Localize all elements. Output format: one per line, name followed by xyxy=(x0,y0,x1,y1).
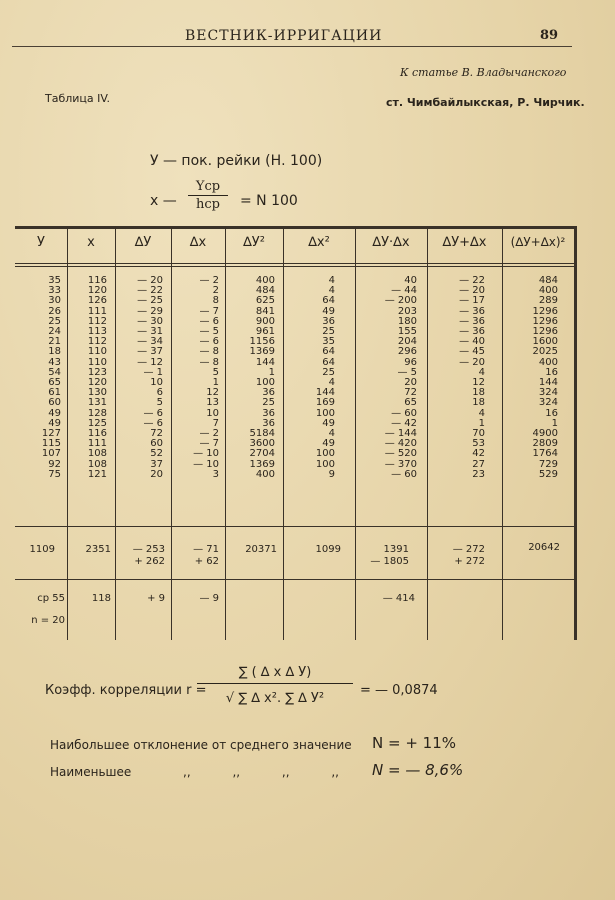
max-deviation-label: Наибольшее отклонение от среднего значение xyxy=(50,738,352,752)
table-cell: 1 xyxy=(212,377,219,389)
table-cell: 400 xyxy=(538,285,558,297)
table-cell: 25 xyxy=(322,326,335,338)
table-cell: 36 xyxy=(262,387,275,399)
average-dy: + 9 xyxy=(147,593,165,604)
total-dy-plus-dx-negative: — 272 xyxy=(452,544,485,555)
table-cell: 100 xyxy=(255,377,275,389)
table-cell: 100 xyxy=(315,407,335,419)
table-cell: 961 xyxy=(255,326,275,338)
total-dx2: 1099 xyxy=(315,544,341,555)
table-cell: 1 xyxy=(268,366,275,378)
table-cell: 112 xyxy=(87,315,107,327)
table-cell: — 17 xyxy=(459,295,485,307)
table-cell: 27 xyxy=(472,458,485,470)
table-cell: 400 xyxy=(538,356,558,368)
table-cell: 204 xyxy=(397,336,417,348)
table-cell: 3 xyxy=(212,468,219,480)
table-cell: 4 xyxy=(328,275,335,286)
table-cell: 400 xyxy=(255,275,275,286)
data-table xyxy=(15,226,577,640)
table-cell: — 7 xyxy=(199,438,219,450)
table-cell: 64 xyxy=(322,346,335,358)
col-header-dx2: ∆х² xyxy=(308,235,330,250)
table-cell: 5 xyxy=(156,397,163,409)
table-cell: 25 xyxy=(262,397,275,409)
table-cell: 25 xyxy=(322,366,335,378)
table-cell: 2 xyxy=(212,285,219,297)
table-cell: 900 xyxy=(255,315,275,327)
table-cell: 33 xyxy=(48,285,61,297)
table-cell: — 40 xyxy=(459,336,485,348)
table-cell: — 30 xyxy=(137,315,163,327)
table-cell: — 29 xyxy=(137,305,163,317)
table-cell: — 2 xyxy=(199,275,219,286)
table-cell: 49 xyxy=(322,305,335,317)
table-cell: 296 xyxy=(397,346,417,358)
table-cell: 131 xyxy=(87,397,107,409)
table-cell: 18 xyxy=(472,387,485,399)
table-cell: 12 xyxy=(472,377,485,389)
table-cell: 169 xyxy=(315,397,335,409)
total-dy-negative: — 253 xyxy=(132,544,165,555)
table-cell: 13 xyxy=(206,397,219,409)
table-cell: 35 xyxy=(322,336,335,348)
table-cell: — 10 xyxy=(193,448,219,460)
table-cell: 20 xyxy=(150,468,163,480)
table-cell: — 60 xyxy=(391,407,417,419)
table-cell: — 12 xyxy=(137,356,163,368)
fraction-denominator: hср xyxy=(196,197,220,212)
table-cell: — 6 xyxy=(199,336,219,348)
table-label: Таблица IV. xyxy=(45,92,110,105)
table-cell: 21 xyxy=(48,336,61,348)
table-cell: 4 xyxy=(478,407,485,419)
table-cell: — 31 xyxy=(137,326,163,338)
table-cell: 2704 xyxy=(249,448,275,460)
table-cell: — 25 xyxy=(137,295,163,307)
table-cell: 12 xyxy=(206,387,219,399)
article-byline: К статье В. Владычанского xyxy=(400,66,567,79)
table-cell: 96 xyxy=(404,356,417,368)
table-cell: 110 xyxy=(87,356,107,368)
table-cell: 100 xyxy=(315,448,335,460)
averages-divider xyxy=(15,579,575,580)
table-cell: — 520 xyxy=(384,448,417,460)
table-cell: 60 xyxy=(150,438,163,450)
table-cell: 1369 xyxy=(249,346,275,358)
table-cell: 18 xyxy=(472,397,485,409)
total-dy-positive: + 262 xyxy=(134,556,165,567)
correlation-value: = — 0,0874 xyxy=(360,683,438,698)
table-cell: — 37 xyxy=(137,346,163,358)
table-cell: 49 xyxy=(48,417,61,429)
table-cell: — 34 xyxy=(137,336,163,348)
table-cell: — 420 xyxy=(384,438,417,450)
table-cell: 65 xyxy=(48,377,61,389)
table-cell: 4 xyxy=(328,377,335,389)
table-cell: 75 xyxy=(48,468,61,480)
table-cell: 324 xyxy=(538,387,558,399)
table-cell: 7 xyxy=(212,417,219,429)
table-cell: 65 xyxy=(404,397,417,409)
column-dx2 xyxy=(283,276,335,480)
table-cell: 18 xyxy=(48,346,61,358)
table-cell: 729 xyxy=(538,458,558,470)
table-cell: 180 xyxy=(397,315,417,327)
column-dy-plus-dx xyxy=(427,276,485,480)
table-cell: 144 xyxy=(315,387,335,399)
table-cell: 125 xyxy=(87,417,107,429)
table-cell: 203 xyxy=(397,305,417,317)
table-cell: 400 xyxy=(255,468,275,480)
total-dy-plus-dx-positive: + 272 xyxy=(454,556,485,567)
table-cell: 841 xyxy=(255,305,275,317)
average-y: ср 55 xyxy=(37,593,65,604)
table-cell: — 5 xyxy=(397,366,417,378)
table-cell: 64 xyxy=(322,295,335,307)
table-cell: 70 xyxy=(472,428,485,440)
table-cell: — 144 xyxy=(384,428,417,440)
header-rule xyxy=(12,46,572,47)
correlation-label: Коэфф. корреляции r = xyxy=(45,683,207,698)
table-cell: 26 xyxy=(48,305,61,317)
table-cell: 116 xyxy=(87,275,107,286)
table-cell: 115 xyxy=(41,438,61,450)
average-dydx: — 414 xyxy=(382,593,415,604)
col-header-dy2: ∆У² xyxy=(243,235,265,250)
formula-line-2-prefix: х — xyxy=(150,193,177,209)
total-y: 1109 xyxy=(29,544,55,555)
table-cell: 100 xyxy=(315,458,335,470)
col-header-x: х xyxy=(87,235,95,250)
table-cell: 5 xyxy=(212,366,219,378)
total-dx-positive: + 62 xyxy=(194,556,219,567)
table-right-border xyxy=(574,226,577,640)
table-cell: 1369 xyxy=(249,458,275,470)
table-cell: 64 xyxy=(322,356,335,368)
table-cell: 9 xyxy=(328,468,335,480)
total-dydx-positive: 1391 xyxy=(383,544,409,555)
col-header-y: У xyxy=(37,235,45,250)
table-cell: 144 xyxy=(255,356,275,368)
min-deviation-value: N = — 8,6% xyxy=(372,761,464,779)
table-cell: 116 xyxy=(87,428,107,440)
totals-divider xyxy=(15,526,575,527)
page-number: 89 xyxy=(540,28,559,43)
table-cell: — 36 xyxy=(459,305,485,317)
table-cell: 484 xyxy=(255,285,275,297)
column-x xyxy=(67,276,107,480)
table-cell: — 5 xyxy=(199,326,219,338)
table-top-border xyxy=(15,226,575,229)
fraction-numerator: Yср xyxy=(188,179,228,196)
table-cell: 529 xyxy=(538,468,558,480)
table-cell: 61 xyxy=(48,387,61,399)
col-header-dy-plus-dx: ∆У+∆х xyxy=(442,235,487,250)
table-cell: 113 xyxy=(87,326,107,338)
total-dydx-negative: — 1805 xyxy=(370,556,409,567)
table-cell: 36 xyxy=(262,417,275,429)
table-cell: — 6 xyxy=(143,407,163,419)
column-dy2 xyxy=(225,276,275,480)
table-cell: 127 xyxy=(41,428,61,440)
column-y xyxy=(15,276,61,480)
total-dx-negative: — 71 xyxy=(193,544,219,555)
table-cell: 42 xyxy=(472,448,485,460)
table-cell: 30 xyxy=(48,295,61,307)
table-cell: 111 xyxy=(87,438,107,450)
ditto-marks: ,, ,, ,, ,, xyxy=(183,765,339,779)
table-cell: 4900 xyxy=(532,428,558,440)
correlation-numerator: ∑ ( ∆ х ∆ У) xyxy=(197,665,353,684)
table-cell: 108 xyxy=(87,458,107,470)
table-cell: — 8 xyxy=(199,346,219,358)
table-cell: 72 xyxy=(150,428,163,440)
total-sum-squared: 20642 xyxy=(528,542,560,553)
table-cell: 16 xyxy=(545,366,558,378)
column-dydx xyxy=(355,276,417,480)
max-deviation-value: N = + 11% xyxy=(372,734,457,752)
table-cell: 37 xyxy=(150,458,163,470)
table-cell: — 7 xyxy=(199,305,219,317)
table-cell: 36 xyxy=(262,407,275,419)
formula-line-2-suffix: = N 100 xyxy=(240,193,298,209)
table-cell: 128 xyxy=(87,407,107,419)
column-sum-squared xyxy=(502,276,558,480)
total-x: 2351 xyxy=(85,544,111,555)
table-cell: 35 xyxy=(48,275,61,286)
table-cell: 4 xyxy=(328,285,335,297)
formula-fraction xyxy=(188,179,228,212)
table-cell: 25 xyxy=(48,315,61,327)
table-cell: 120 xyxy=(87,285,107,297)
table-cell: 108 xyxy=(87,448,107,460)
table-cell: 40 xyxy=(404,275,417,286)
table-cell: 6 xyxy=(156,387,163,399)
table-cell: 72 xyxy=(404,387,417,399)
col-header-sum-squared: (∆У+∆х)² xyxy=(510,235,566,249)
table-cell: — 20 xyxy=(459,285,485,297)
formula-line-1: У — пок. рейки (Н. 100) xyxy=(150,153,323,169)
total-dy2: 20371 xyxy=(245,544,277,555)
column-dy xyxy=(115,276,163,480)
table-cell: 111 xyxy=(87,305,107,317)
table-cell: 155 xyxy=(397,326,417,338)
table-cell: 36 xyxy=(322,315,335,327)
table-cell: 23 xyxy=(472,468,485,480)
table-cell: 1296 xyxy=(532,315,558,327)
table-cell: — 370 xyxy=(384,458,417,470)
table-cell: — 44 xyxy=(391,285,417,297)
table-cell: 1600 xyxy=(532,336,558,348)
table-cell: 1296 xyxy=(532,305,558,317)
table-cell: 130 xyxy=(87,387,107,399)
table-cell: 53 xyxy=(472,438,485,450)
table-cell: 121 xyxy=(87,468,107,480)
table-cell: 324 xyxy=(538,397,558,409)
table-cell: 10 xyxy=(206,407,219,419)
col-header-dx: ∆х xyxy=(189,235,207,250)
table-cell: 120 xyxy=(87,377,107,389)
table-cell: 5184 xyxy=(249,428,275,440)
table-cell: 92 xyxy=(48,458,61,470)
table-cell: — 22 xyxy=(459,275,485,286)
table-cell: 54 xyxy=(48,366,61,378)
table-cell: 1156 xyxy=(249,336,275,348)
station-label: ст. Чимбайлыкская, Р. Чирчик. xyxy=(386,96,585,109)
table-cell: 1296 xyxy=(532,326,558,338)
table-cell: — 1 xyxy=(143,366,163,378)
table-cell: 16 xyxy=(545,407,558,419)
table-cell: 20 xyxy=(404,377,417,389)
table-cell: 107 xyxy=(41,448,61,460)
table-cell: — 42 xyxy=(391,417,417,429)
table-cell: 49 xyxy=(48,407,61,419)
average-dx: — 9 xyxy=(199,593,219,604)
table-cell: 1764 xyxy=(532,448,558,460)
table-cell: — 60 xyxy=(391,468,417,480)
table-cell: 43 xyxy=(48,356,61,368)
average-x: 118 xyxy=(91,593,111,604)
table-cell: — 20 xyxy=(137,275,163,286)
table-cell: — 45 xyxy=(459,346,485,358)
table-cell: — 6 xyxy=(143,417,163,429)
header-divider-2 xyxy=(15,266,575,267)
table-cell: 4 xyxy=(478,366,485,378)
table-cell: — 36 xyxy=(459,315,485,327)
table-cell: 289 xyxy=(538,295,558,307)
table-cell: — 6 xyxy=(199,315,219,327)
table-cell: 625 xyxy=(255,295,275,307)
correlation-denominator: √ ∑ ∆ х². ∑ ∆ У² xyxy=(225,691,325,706)
table-cell: 2809 xyxy=(532,438,558,450)
table-cell: — 22 xyxy=(137,285,163,297)
col-header-dy: ∆У xyxy=(134,235,152,250)
table-cell: 60 xyxy=(48,397,61,409)
sample-count: n = 20 xyxy=(31,615,65,626)
table-cell: 112 xyxy=(87,336,107,348)
table-cell: — 20 xyxy=(459,356,485,368)
column-dx xyxy=(171,276,219,480)
table-cell: — 8 xyxy=(199,356,219,368)
running-title: ВЕСТНИК-ИРРИГАЦИИ xyxy=(185,28,383,44)
col-header-dydx: ∆У·∆х xyxy=(372,235,410,250)
table-cell: 2025 xyxy=(532,346,558,358)
table-cell: — 2 xyxy=(199,428,219,440)
table-cell: 49 xyxy=(322,417,335,429)
table-cell: 126 xyxy=(87,295,107,307)
table-cell: 24 xyxy=(48,326,61,338)
table-cell: — 36 xyxy=(459,326,485,338)
table-cell: 52 xyxy=(150,448,163,460)
header-divider xyxy=(15,263,575,264)
table-cell: — 10 xyxy=(193,458,219,470)
table-cell: 8 xyxy=(212,295,219,307)
table-cell: 110 xyxy=(87,346,107,358)
min-deviation-label: Наименьшее xyxy=(50,765,132,779)
table-cell: 1 xyxy=(551,417,558,429)
table-cell: 49 xyxy=(322,438,335,450)
table-cell: — 200 xyxy=(384,295,417,307)
table-cell: 4 xyxy=(328,428,335,440)
table-cell: 144 xyxy=(538,377,558,389)
table-cell: 1 xyxy=(478,417,485,429)
table-cell: 10 xyxy=(150,377,163,389)
table-cell: 484 xyxy=(538,275,558,286)
table-cell: 123 xyxy=(87,366,107,378)
table-cell: 3600 xyxy=(249,438,275,450)
